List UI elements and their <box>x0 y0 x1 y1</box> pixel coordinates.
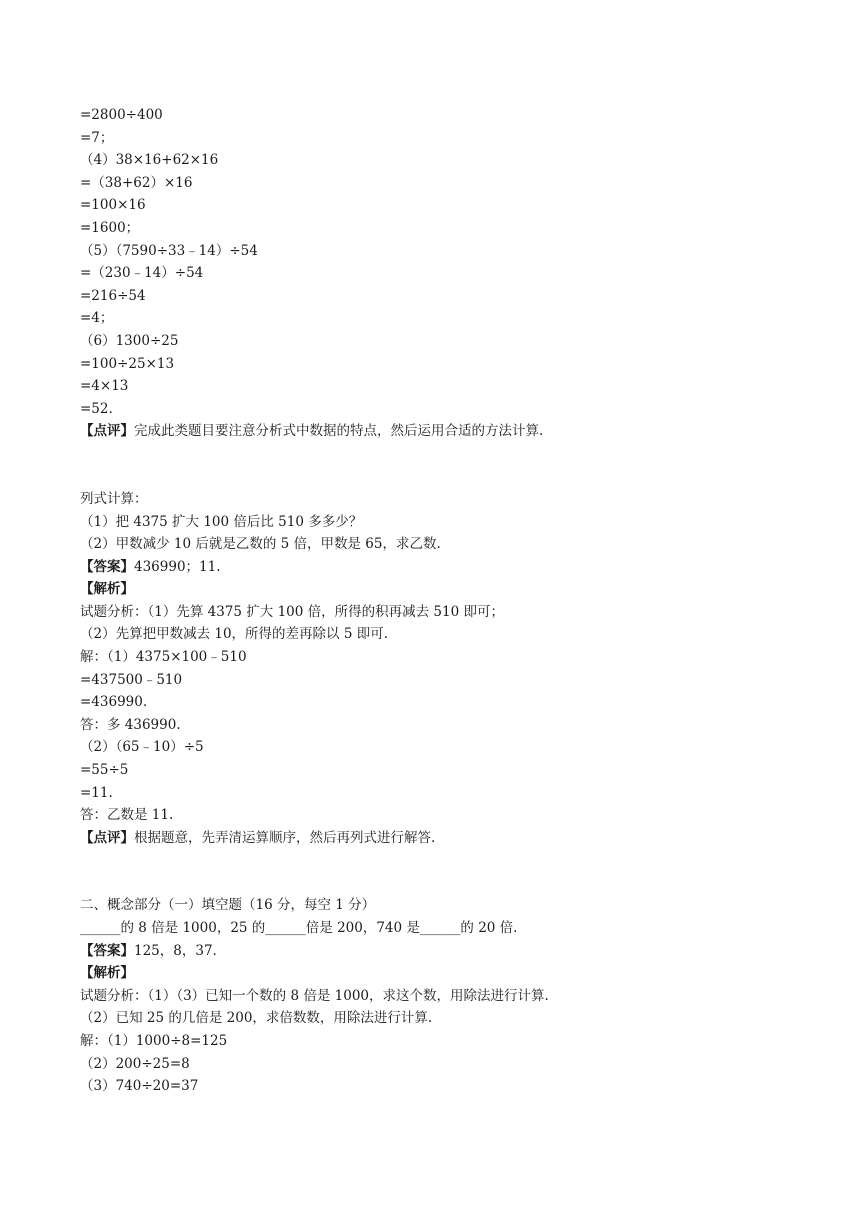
text-line <box>80 1007 800 1030</box>
line-text: （2）已知 25 的几倍是 200，求倍数数，用除法进行计算. <box>80 1010 433 1027</box>
section-tag-label: 【点评】 <box>80 829 134 846</box>
line-text: 答：乙数是 11. <box>80 807 174 824</box>
text-line <box>80 691 800 714</box>
text-line <box>80 827 800 850</box>
line-text: （2）甲数减少 10 后就是乙数的 5 倍，甲数是 65，求乙数. <box>80 536 441 553</box>
line-text: 解：（1）4375×100﹣510 <box>80 649 247 666</box>
line-text: =2800÷400 <box>80 107 163 123</box>
text-line <box>80 104 800 127</box>
text-line <box>80 285 800 308</box>
line-text: =216÷54 <box>80 287 146 304</box>
text-line <box>80 804 800 827</box>
line-text: （2）（65﹣10）÷5 <box>80 739 204 756</box>
text-line <box>80 217 800 240</box>
line-text: （2）先算把甲数减去 10，所得的差再除以 5 即可. <box>80 626 389 643</box>
text-line <box>80 669 800 692</box>
document-section <box>80 894 800 1097</box>
text-line <box>80 533 800 556</box>
line-text: 答：多 436990. <box>80 716 181 733</box>
line-text: （5）（7590÷33﹣14）÷54 <box>80 242 258 259</box>
line-text: （3）740÷20=37 <box>80 1078 199 1095</box>
text-line <box>80 240 800 263</box>
section-gap <box>80 443 800 488</box>
line-text: =1600； <box>80 219 140 236</box>
line-text: =（38+62）×16 <box>80 174 193 191</box>
section-tag-label: 【答案】 <box>80 942 134 959</box>
text-line <box>80 623 800 646</box>
document-section <box>80 488 800 850</box>
text-line <box>80 646 800 669</box>
text-line <box>80 488 800 511</box>
line-text: 试题分析：（1）（3）已知一个数的 8 倍是 1000，求这个数，用除法进行计算. <box>80 987 549 1004</box>
line-text: （6）1300÷25 <box>80 332 179 349</box>
line-text: =52. <box>80 400 113 417</box>
text-line <box>80 127 800 150</box>
line-text: =7； <box>80 129 114 146</box>
text-line <box>80 511 800 534</box>
text-line <box>80 1075 800 1098</box>
line-text: =4； <box>80 310 114 327</box>
text-line <box>80 962 800 985</box>
line-text: 根据题意，先弄清运算顺序，然后再列式进行解答. <box>134 829 436 846</box>
text-line <box>80 782 800 805</box>
text-line <box>80 714 800 737</box>
line-text: 完成此类题目要注意分析式中数据的特点，然后运用合适的方法计算. <box>134 423 544 440</box>
line-text: （1）把 4375 扩大 100 倍后比 510 多多少？ <box>80 513 363 530</box>
section-tag-label: 【解析】 <box>80 581 134 598</box>
document-section <box>80 104 800 443</box>
text-line <box>80 375 800 398</box>
section-tag-label: 【解析】 <box>80 965 134 982</box>
text-line <box>80 172 800 195</box>
line-text: =（230﹣14）÷54 <box>80 265 204 282</box>
line-text: =100÷25×13 <box>80 355 175 372</box>
text-line <box>80 894 800 917</box>
text-line <box>80 601 800 624</box>
line-text: =436990. <box>80 694 148 711</box>
line-text: 436990；11. <box>134 558 221 575</box>
text-line <box>80 940 800 963</box>
text-line <box>80 194 800 217</box>
line-text: =11. <box>80 784 113 801</box>
line-text: =55÷5 <box>80 762 129 779</box>
text-line <box>80 307 800 330</box>
text-line <box>80 1053 800 1076</box>
document-content <box>80 104 800 1098</box>
line-text: （4）38×16+62×16 <box>80 152 219 169</box>
text-line <box>80 149 800 172</box>
text-line <box>80 330 800 353</box>
line-text: 二、概念部分（一）填空题（16 分，每空 1 分） <box>80 897 376 914</box>
section-gap <box>80 849 800 894</box>
line-text: （2）200÷25=8 <box>80 1055 190 1072</box>
text-line <box>80 556 800 579</box>
text-line <box>80 759 800 782</box>
text-line <box>80 736 800 759</box>
text-line <box>80 917 800 940</box>
text-line <box>80 578 800 601</box>
section-tag-label: 【点评】 <box>80 423 134 440</box>
text-line <box>80 398 800 421</box>
text-line <box>80 1030 800 1053</box>
text-line <box>80 353 800 376</box>
section-tag-label: 【答案】 <box>80 558 134 575</box>
line-text: 试题分析：（1）先算 4375 扩大 100 倍，所得的积再减去 510 即可； <box>80 603 504 620</box>
line-text: 解：（1）1000÷8=125 <box>80 1032 228 1049</box>
line-text: =437500﹣510 <box>80 671 183 688</box>
line-text: 列式计算： <box>80 490 148 507</box>
line-text: 125，8，37. <box>134 942 217 959</box>
text-line <box>80 262 800 285</box>
text-line <box>80 985 800 1008</box>
line-text: =4×13 <box>80 378 129 395</box>
line-text: =100×16 <box>80 197 146 214</box>
line-text: ______的 8 倍是 1000，25 的______倍是 200，740 是______的 20 倍. <box>80 920 518 936</box>
text-line <box>80 420 800 443</box>
